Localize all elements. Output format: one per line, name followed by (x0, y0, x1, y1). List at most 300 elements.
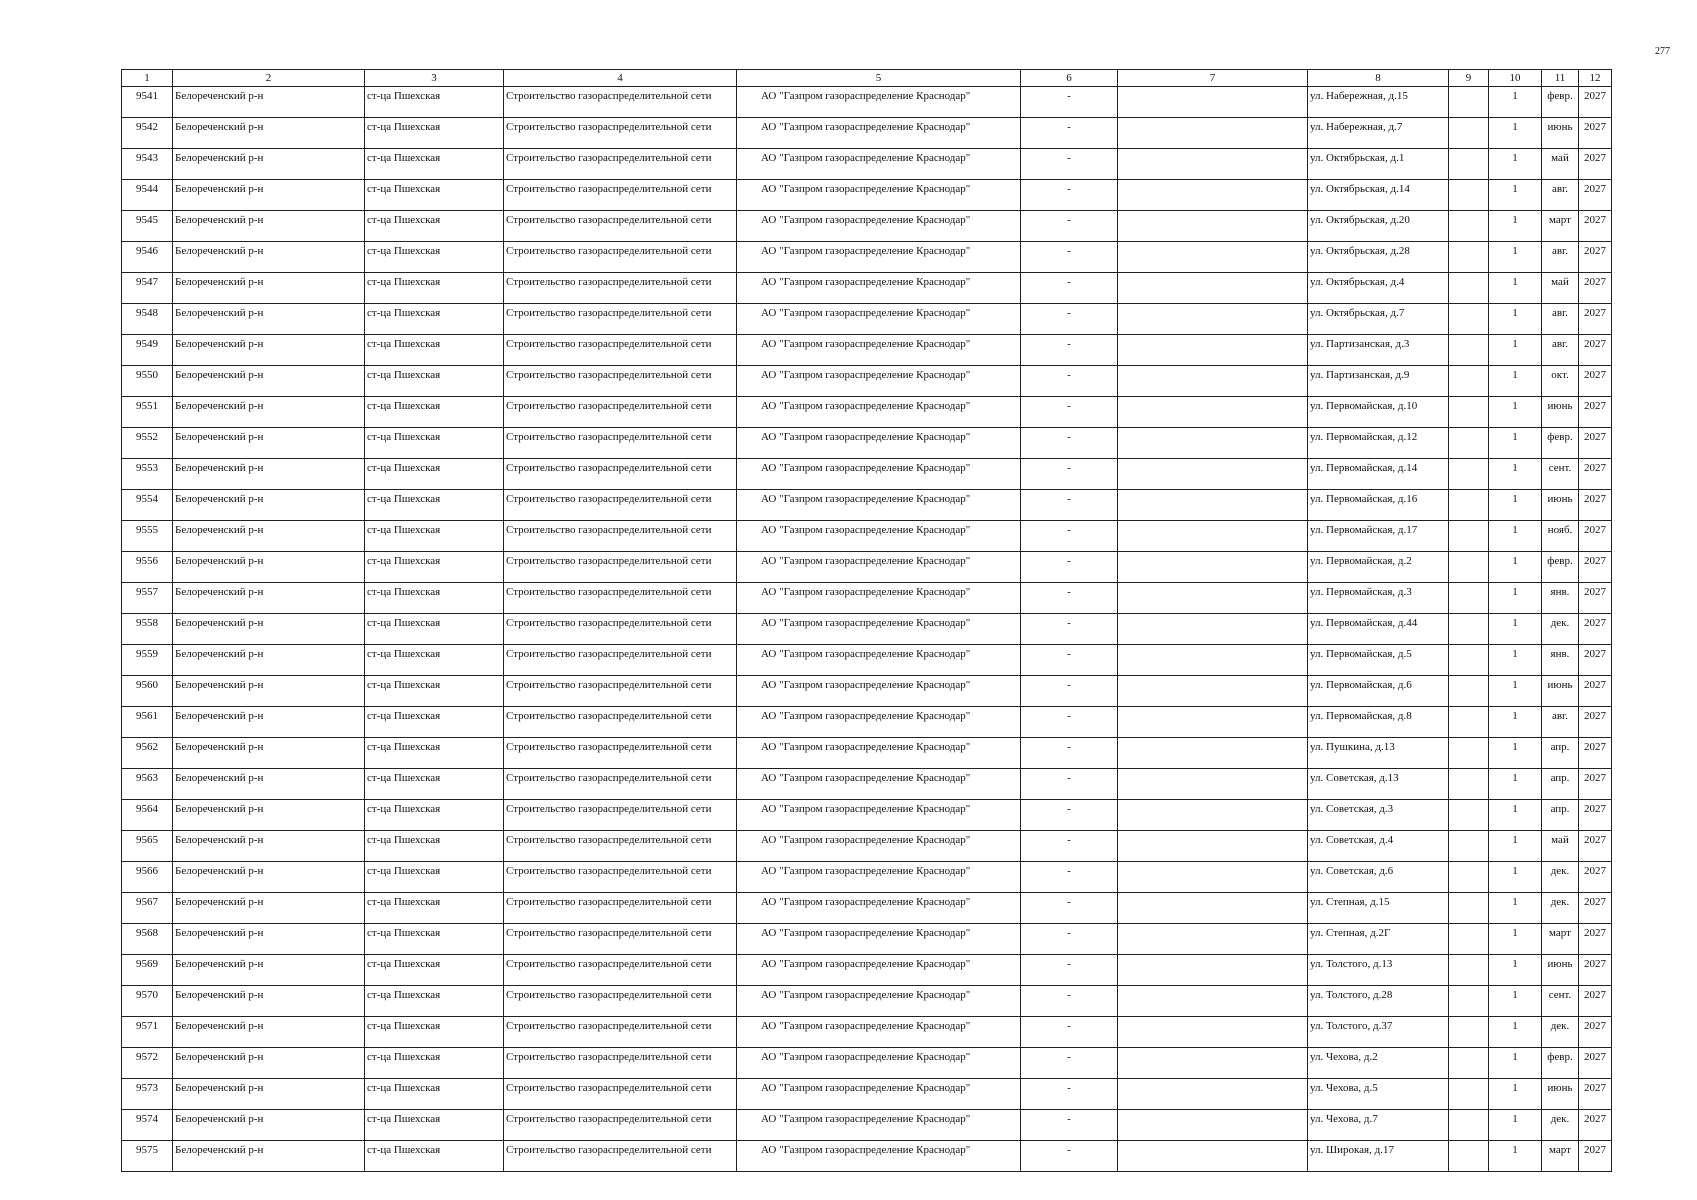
settlement-cell: ст-ца Пшехская (365, 490, 504, 521)
month-cell: янв. (1542, 583, 1579, 614)
work-type-cell: Строительство газораспределительной сети (504, 831, 737, 862)
work-type-cell: Строительство газораспределительной сети (504, 180, 737, 211)
row-number-cell: 9556 (122, 552, 173, 583)
quantity-cell: 1 (1489, 180, 1542, 211)
col6-value-cell: - (1021, 552, 1118, 583)
quantity-cell: 1 (1489, 1079, 1542, 1110)
year-cell: 2027 (1579, 335, 1612, 366)
district-cell: Белореченский р-н (173, 366, 365, 397)
organization-cell: АО "Газпром газораспределение Краснодар" (737, 769, 1021, 800)
table-row (122, 149, 1612, 180)
address-cell: ул. Первомайская, д.3 (1308, 583, 1449, 614)
quantity-cell: 1 (1489, 862, 1542, 893)
row-number-cell: 9550 (122, 366, 173, 397)
quantity-cell: 1 (1489, 118, 1542, 149)
organization-cell: АО "Газпром газораспределение Краснодар" (737, 800, 1021, 831)
year-cell: 2027 (1579, 1141, 1612, 1172)
row-number-cell: 9563 (122, 769, 173, 800)
quantity-cell: 1 (1489, 707, 1542, 738)
row-number-cell: 9558 (122, 614, 173, 645)
quantity-cell: 1 (1489, 490, 1542, 521)
row-number-cell: 9552 (122, 428, 173, 459)
table-row (122, 304, 1612, 335)
organization-cell: АО "Газпром газораспределение Краснодар" (737, 1017, 1021, 1048)
col9-value-cell (1449, 831, 1489, 862)
col7-value-cell (1118, 304, 1308, 335)
address-cell: ул. Набережная, д.15 (1308, 87, 1449, 118)
work-type-cell: Строительство газораспределительной сети (504, 459, 737, 490)
col6-value-cell: - (1021, 397, 1118, 428)
row-number-cell: 9542 (122, 118, 173, 149)
month-cell: апр. (1542, 800, 1579, 831)
month-cell: авг. (1542, 335, 1579, 366)
month-cell: дек. (1542, 893, 1579, 924)
address-cell: ул. Первомайская, д.8 (1308, 707, 1449, 738)
work-type-cell: Строительство газораспределительной сети (504, 1141, 737, 1172)
row-number-cell: 9562 (122, 738, 173, 769)
address-cell: ул. Широкая, д.17 (1308, 1141, 1449, 1172)
district-cell: Белореченский р-н (173, 273, 365, 304)
row-number-cell: 9567 (122, 893, 173, 924)
settlement-cell: ст-ца Пшехская (365, 645, 504, 676)
address-cell: ул. Партизанская, д.9 (1308, 366, 1449, 397)
year-cell: 2027 (1579, 180, 1612, 211)
work-type-cell: Строительство газораспределительной сети (504, 614, 737, 645)
table-row (122, 180, 1612, 211)
table-body (122, 87, 1612, 1172)
col9-value-cell (1449, 118, 1489, 149)
organization-cell: АО "Газпром газораспределение Краснодар" (737, 738, 1021, 769)
row-number-cell: 9549 (122, 335, 173, 366)
month-cell: март (1542, 1141, 1579, 1172)
quantity-cell: 1 (1489, 428, 1542, 459)
organization-cell: АО "Газпром газораспределение Краснодар" (737, 428, 1021, 459)
address-cell: ул. Советская, д.4 (1308, 831, 1449, 862)
col6-value-cell: - (1021, 211, 1118, 242)
address-cell: ул. Первомайская, д.6 (1308, 676, 1449, 707)
district-cell: Белореченский р-н (173, 707, 365, 738)
col6-value-cell: - (1021, 1110, 1118, 1141)
work-type-cell: Строительство газораспределительной сети (504, 924, 737, 955)
row-number-cell: 9544 (122, 180, 173, 211)
col9-value-cell (1449, 273, 1489, 304)
settlement-cell: ст-ца Пшехская (365, 397, 504, 428)
quantity-cell: 1 (1489, 273, 1542, 304)
col7-value-cell (1118, 211, 1308, 242)
table-row (122, 924, 1612, 955)
quantity-cell: 1 (1489, 831, 1542, 862)
address-cell: ул. Октябрьская, д.28 (1308, 242, 1449, 273)
month-cell: июнь (1542, 676, 1579, 707)
address-cell: ул. Толстого, д.37 (1308, 1017, 1449, 1048)
month-cell: февр. (1542, 552, 1579, 583)
settlement-cell: ст-ца Пшехская (365, 924, 504, 955)
col7-value-cell (1118, 1079, 1308, 1110)
col7-value-cell (1118, 986, 1308, 1017)
address-cell: ул. Степная, д.2Г (1308, 924, 1449, 955)
work-type-cell: Строительство газораспределительной сети (504, 893, 737, 924)
column-header-5: 5 (737, 70, 1021, 87)
col7-value-cell (1118, 707, 1308, 738)
month-cell: окт. (1542, 366, 1579, 397)
col7-value-cell (1118, 800, 1308, 831)
table-row (122, 955, 1612, 986)
col9-value-cell (1449, 955, 1489, 986)
district-cell: Белореченский р-н (173, 242, 365, 273)
address-cell: ул. Чехова, д.7 (1308, 1110, 1449, 1141)
district-cell: Белореченский р-н (173, 149, 365, 180)
organization-cell: АО "Газпром газораспределение Краснодар" (737, 831, 1021, 862)
table-row (122, 614, 1612, 645)
col7-value-cell (1118, 428, 1308, 459)
month-cell: март (1542, 924, 1579, 955)
district-cell: Белореченский р-н (173, 1141, 365, 1172)
month-cell: дек. (1542, 1110, 1579, 1141)
col7-value-cell (1118, 1017, 1308, 1048)
table-row (122, 211, 1612, 242)
col6-value-cell: - (1021, 986, 1118, 1017)
organization-cell: АО "Газпром газораспределение Краснодар" (737, 366, 1021, 397)
col9-value-cell (1449, 769, 1489, 800)
row-number-cell: 9574 (122, 1110, 173, 1141)
table-row (122, 831, 1612, 862)
address-cell: ул. Первомайская, д.17 (1308, 521, 1449, 552)
year-cell: 2027 (1579, 149, 1612, 180)
col7-value-cell (1118, 1141, 1308, 1172)
row-number-cell: 9566 (122, 862, 173, 893)
address-cell: ул. Чехова, д.2 (1308, 1048, 1449, 1079)
month-cell: авг. (1542, 304, 1579, 335)
col9-value-cell (1449, 242, 1489, 273)
col7-value-cell (1118, 676, 1308, 707)
table-row (122, 428, 1612, 459)
col9-value-cell (1449, 149, 1489, 180)
year-cell: 2027 (1579, 800, 1612, 831)
work-type-cell: Строительство газораспределительной сети (504, 552, 737, 583)
work-type-cell: Строительство газораспределительной сети (504, 707, 737, 738)
address-cell: ул. Чехова, д.5 (1308, 1079, 1449, 1110)
quantity-cell: 1 (1489, 769, 1542, 800)
district-cell: Белореченский р-н (173, 862, 365, 893)
organization-cell: АО "Газпром газораспределение Краснодар" (737, 149, 1021, 180)
year-cell: 2027 (1579, 242, 1612, 273)
quantity-cell: 1 (1489, 924, 1542, 955)
row-number-cell: 9571 (122, 1017, 173, 1048)
address-cell: ул. Первомайская, д.16 (1308, 490, 1449, 521)
table-row (122, 707, 1612, 738)
work-type-cell: Строительство газораспределительной сети (504, 986, 737, 1017)
quantity-cell: 1 (1489, 459, 1542, 490)
month-cell: авг. (1542, 242, 1579, 273)
col9-value-cell (1449, 707, 1489, 738)
quantity-cell: 1 (1489, 1141, 1542, 1172)
work-type-cell: Строительство газораспределительной сети (504, 583, 737, 614)
work-type-cell: Строительство газораспределительной сети (504, 149, 737, 180)
settlement-cell: ст-ца Пшехская (365, 1141, 504, 1172)
district-cell: Белореченский р-н (173, 118, 365, 149)
year-cell: 2027 (1579, 552, 1612, 583)
year-cell: 2027 (1579, 645, 1612, 676)
district-cell: Белореченский р-н (173, 645, 365, 676)
col9-value-cell (1449, 924, 1489, 955)
organization-cell: АО "Газпром газораспределение Краснодар" (737, 273, 1021, 304)
work-type-cell: Строительство газораспределительной сети (504, 366, 737, 397)
row-number-cell: 9545 (122, 211, 173, 242)
address-cell: ул. Советская, д.3 (1308, 800, 1449, 831)
settlement-cell: ст-ца Пшехская (365, 831, 504, 862)
organization-cell: АО "Газпром газораспределение Краснодар" (737, 1048, 1021, 1079)
col9-value-cell (1449, 1048, 1489, 1079)
organization-cell: АО "Газпром газораспределение Краснодар" (737, 335, 1021, 366)
col9-value-cell (1449, 614, 1489, 645)
col9-value-cell (1449, 1017, 1489, 1048)
district-cell: Белореченский р-н (173, 676, 365, 707)
col6-value-cell: - (1021, 180, 1118, 211)
col7-value-cell (1118, 738, 1308, 769)
col6-value-cell: - (1021, 645, 1118, 676)
district-cell: Белореченский р-н (173, 986, 365, 1017)
month-cell: май (1542, 831, 1579, 862)
month-cell: сент. (1542, 986, 1579, 1017)
quantity-cell: 1 (1489, 87, 1542, 118)
month-cell: июнь (1542, 397, 1579, 428)
col9-value-cell (1449, 397, 1489, 428)
col6-value-cell: - (1021, 273, 1118, 304)
year-cell: 2027 (1579, 676, 1612, 707)
year-cell: 2027 (1579, 428, 1612, 459)
col6-value-cell: - (1021, 490, 1118, 521)
table-row (122, 335, 1612, 366)
settlement-cell: ст-ца Пшехская (365, 583, 504, 614)
month-cell: июнь (1542, 118, 1579, 149)
table-row (122, 1110, 1612, 1141)
row-number-cell: 9572 (122, 1048, 173, 1079)
address-cell: ул. Октябрьская, д.1 (1308, 149, 1449, 180)
district-cell: Белореченский р-н (173, 1017, 365, 1048)
col6-value-cell: - (1021, 614, 1118, 645)
row-number-cell: 9553 (122, 459, 173, 490)
column-header-3: 3 (365, 70, 504, 87)
year-cell: 2027 (1579, 1048, 1612, 1079)
row-number-cell: 9557 (122, 583, 173, 614)
quantity-cell: 1 (1489, 149, 1542, 180)
column-header-10: 10 (1489, 70, 1542, 87)
col7-value-cell (1118, 955, 1308, 986)
table-row (122, 459, 1612, 490)
table-row (122, 1141, 1612, 1172)
work-type-cell: Строительство газораспределительной сети (504, 304, 737, 335)
row-number-cell: 9554 (122, 490, 173, 521)
month-cell: июнь (1542, 490, 1579, 521)
work-type-cell: Строительство газораспределительной сети (504, 397, 737, 428)
quantity-cell: 1 (1489, 211, 1542, 242)
table-row (122, 118, 1612, 149)
col9-value-cell (1449, 645, 1489, 676)
table-row (122, 521, 1612, 552)
district-cell: Белореченский р-н (173, 211, 365, 242)
quantity-cell: 1 (1489, 893, 1542, 924)
quantity-cell: 1 (1489, 1017, 1542, 1048)
year-cell: 2027 (1579, 862, 1612, 893)
page-number: 277 (1655, 46, 1670, 57)
settlement-cell: ст-ца Пшехская (365, 862, 504, 893)
quantity-cell: 1 (1489, 1110, 1542, 1141)
col7-value-cell (1118, 769, 1308, 800)
organization-cell: АО "Газпром газораспределение Краснодар" (737, 645, 1021, 676)
settlement-cell: ст-ца Пшехская (365, 552, 504, 583)
district-cell: Белореченский р-н (173, 87, 365, 118)
address-cell: ул. Октябрьская, д.20 (1308, 211, 1449, 242)
col9-value-cell (1449, 335, 1489, 366)
work-type-cell: Строительство газораспределительной сети (504, 490, 737, 521)
row-number-cell: 9546 (122, 242, 173, 273)
settlement-cell: ст-ца Пшехская (365, 769, 504, 800)
table-row (122, 583, 1612, 614)
quantity-cell: 1 (1489, 552, 1542, 583)
col6-value-cell: - (1021, 366, 1118, 397)
row-number-cell: 9547 (122, 273, 173, 304)
year-cell: 2027 (1579, 211, 1612, 242)
column-header-4: 4 (504, 70, 737, 87)
year-cell: 2027 (1579, 893, 1612, 924)
column-header-6: 6 (1021, 70, 1118, 87)
settlement-cell: ст-ца Пшехская (365, 614, 504, 645)
month-cell: июнь (1542, 1079, 1579, 1110)
district-cell: Белореченский р-н (173, 428, 365, 459)
col6-value-cell: - (1021, 87, 1118, 118)
row-number-cell: 9559 (122, 645, 173, 676)
district-cell: Белореченский р-н (173, 924, 365, 955)
table-row (122, 1017, 1612, 1048)
col9-value-cell (1449, 1079, 1489, 1110)
year-cell: 2027 (1579, 273, 1612, 304)
work-type-cell: Строительство газораспределительной сети (504, 645, 737, 676)
col9-value-cell (1449, 583, 1489, 614)
table-row (122, 242, 1612, 273)
col9-value-cell (1449, 87, 1489, 118)
work-type-cell: Строительство газораспределительной сети (504, 800, 737, 831)
table-row (122, 893, 1612, 924)
row-number-cell: 9560 (122, 676, 173, 707)
col9-value-cell (1449, 304, 1489, 335)
settlement-cell: ст-ца Пшехская (365, 242, 504, 273)
year-cell: 2027 (1579, 1110, 1612, 1141)
col6-value-cell: - (1021, 862, 1118, 893)
month-cell: февр. (1542, 87, 1579, 118)
month-cell: янв. (1542, 645, 1579, 676)
settlement-cell: ст-ца Пшехская (365, 180, 504, 211)
col7-value-cell (1118, 614, 1308, 645)
table-row (122, 1048, 1612, 1079)
settlement-cell: ст-ца Пшехская (365, 521, 504, 552)
col7-value-cell (1118, 645, 1308, 676)
col9-value-cell (1449, 986, 1489, 1017)
address-cell: ул. Советская, д.13 (1308, 769, 1449, 800)
year-cell: 2027 (1579, 924, 1612, 955)
col9-value-cell (1449, 1141, 1489, 1172)
work-type-cell: Строительство газораспределительной сети (504, 1048, 737, 1079)
month-cell: сент. (1542, 459, 1579, 490)
col6-value-cell: - (1021, 428, 1118, 459)
col6-value-cell: - (1021, 335, 1118, 366)
quantity-cell: 1 (1489, 955, 1542, 986)
col7-value-cell (1118, 87, 1308, 118)
work-type-cell: Строительство газораспределительной сети (504, 955, 737, 986)
month-cell: нояб. (1542, 521, 1579, 552)
table-row (122, 397, 1612, 428)
col7-value-cell (1118, 180, 1308, 211)
work-type-cell: Строительство газораспределительной сети (504, 521, 737, 552)
year-cell: 2027 (1579, 707, 1612, 738)
district-cell: Белореченский р-н (173, 893, 365, 924)
col9-value-cell (1449, 1110, 1489, 1141)
district-cell: Белореченский р-н (173, 304, 365, 335)
settlement-cell: ст-ца Пшехская (365, 986, 504, 1017)
district-cell: Белореченский р-н (173, 583, 365, 614)
table-row (122, 769, 1612, 800)
settlement-cell: ст-ца Пшехская (365, 707, 504, 738)
address-cell: ул. Первомайская, д.10 (1308, 397, 1449, 428)
row-number-cell: 9565 (122, 831, 173, 862)
col9-value-cell (1449, 366, 1489, 397)
organization-cell: АО "Газпром газораспределение Краснодар" (737, 676, 1021, 707)
address-cell: ул. Октябрьская, д.14 (1308, 180, 1449, 211)
col7-value-cell (1118, 893, 1308, 924)
quantity-cell: 1 (1489, 304, 1542, 335)
row-number-cell: 9555 (122, 521, 173, 552)
settlement-cell: ст-ца Пшехская (365, 955, 504, 986)
work-type-cell: Строительство газораспределительной сети (504, 211, 737, 242)
month-cell: дек. (1542, 1017, 1579, 1048)
year-cell: 2027 (1579, 397, 1612, 428)
organization-cell: АО "Газпром газораспределение Краснодар" (737, 1110, 1021, 1141)
month-cell: май (1542, 149, 1579, 180)
col9-value-cell (1449, 211, 1489, 242)
address-cell: ул. Октябрьская, д.4 (1308, 273, 1449, 304)
row-number-cell: 9564 (122, 800, 173, 831)
work-type-cell: Строительство газораспределительной сети (504, 118, 737, 149)
table-row (122, 490, 1612, 521)
address-cell: ул. Набережная, д.7 (1308, 118, 1449, 149)
table-row (122, 273, 1612, 304)
header-row (122, 70, 1612, 87)
organization-cell: АО "Газпром газораспределение Краснодар" (737, 490, 1021, 521)
organization-cell: АО "Газпром газораспределение Краснодар" (737, 521, 1021, 552)
quantity-cell: 1 (1489, 521, 1542, 552)
address-cell: ул. Первомайская, д.5 (1308, 645, 1449, 676)
table-row (122, 676, 1612, 707)
settlement-cell: ст-ца Пшехская (365, 676, 504, 707)
address-cell: ул. Толстого, д.13 (1308, 955, 1449, 986)
col6-value-cell: - (1021, 583, 1118, 614)
year-cell: 2027 (1579, 831, 1612, 862)
organization-cell: АО "Газпром газораспределение Краснодар" (737, 304, 1021, 335)
table-row (122, 645, 1612, 676)
organization-cell: АО "Газпром газораспределение Краснодар" (737, 1141, 1021, 1172)
settlement-cell: ст-ца Пшехская (365, 118, 504, 149)
row-number-cell: 9561 (122, 707, 173, 738)
address-cell: ул. Октябрьская, д.7 (1308, 304, 1449, 335)
col9-value-cell (1449, 521, 1489, 552)
organization-cell: АО "Газпром газораспределение Краснодар" (737, 242, 1021, 273)
year-cell: 2027 (1579, 87, 1612, 118)
organization-cell: АО "Газпром газораспределение Краснодар" (737, 552, 1021, 583)
col9-value-cell (1449, 800, 1489, 831)
table-row (122, 986, 1612, 1017)
organization-cell: АО "Газпром газораспределение Краснодар" (737, 397, 1021, 428)
district-cell: Белореченский р-н (173, 1079, 365, 1110)
col9-value-cell (1449, 862, 1489, 893)
